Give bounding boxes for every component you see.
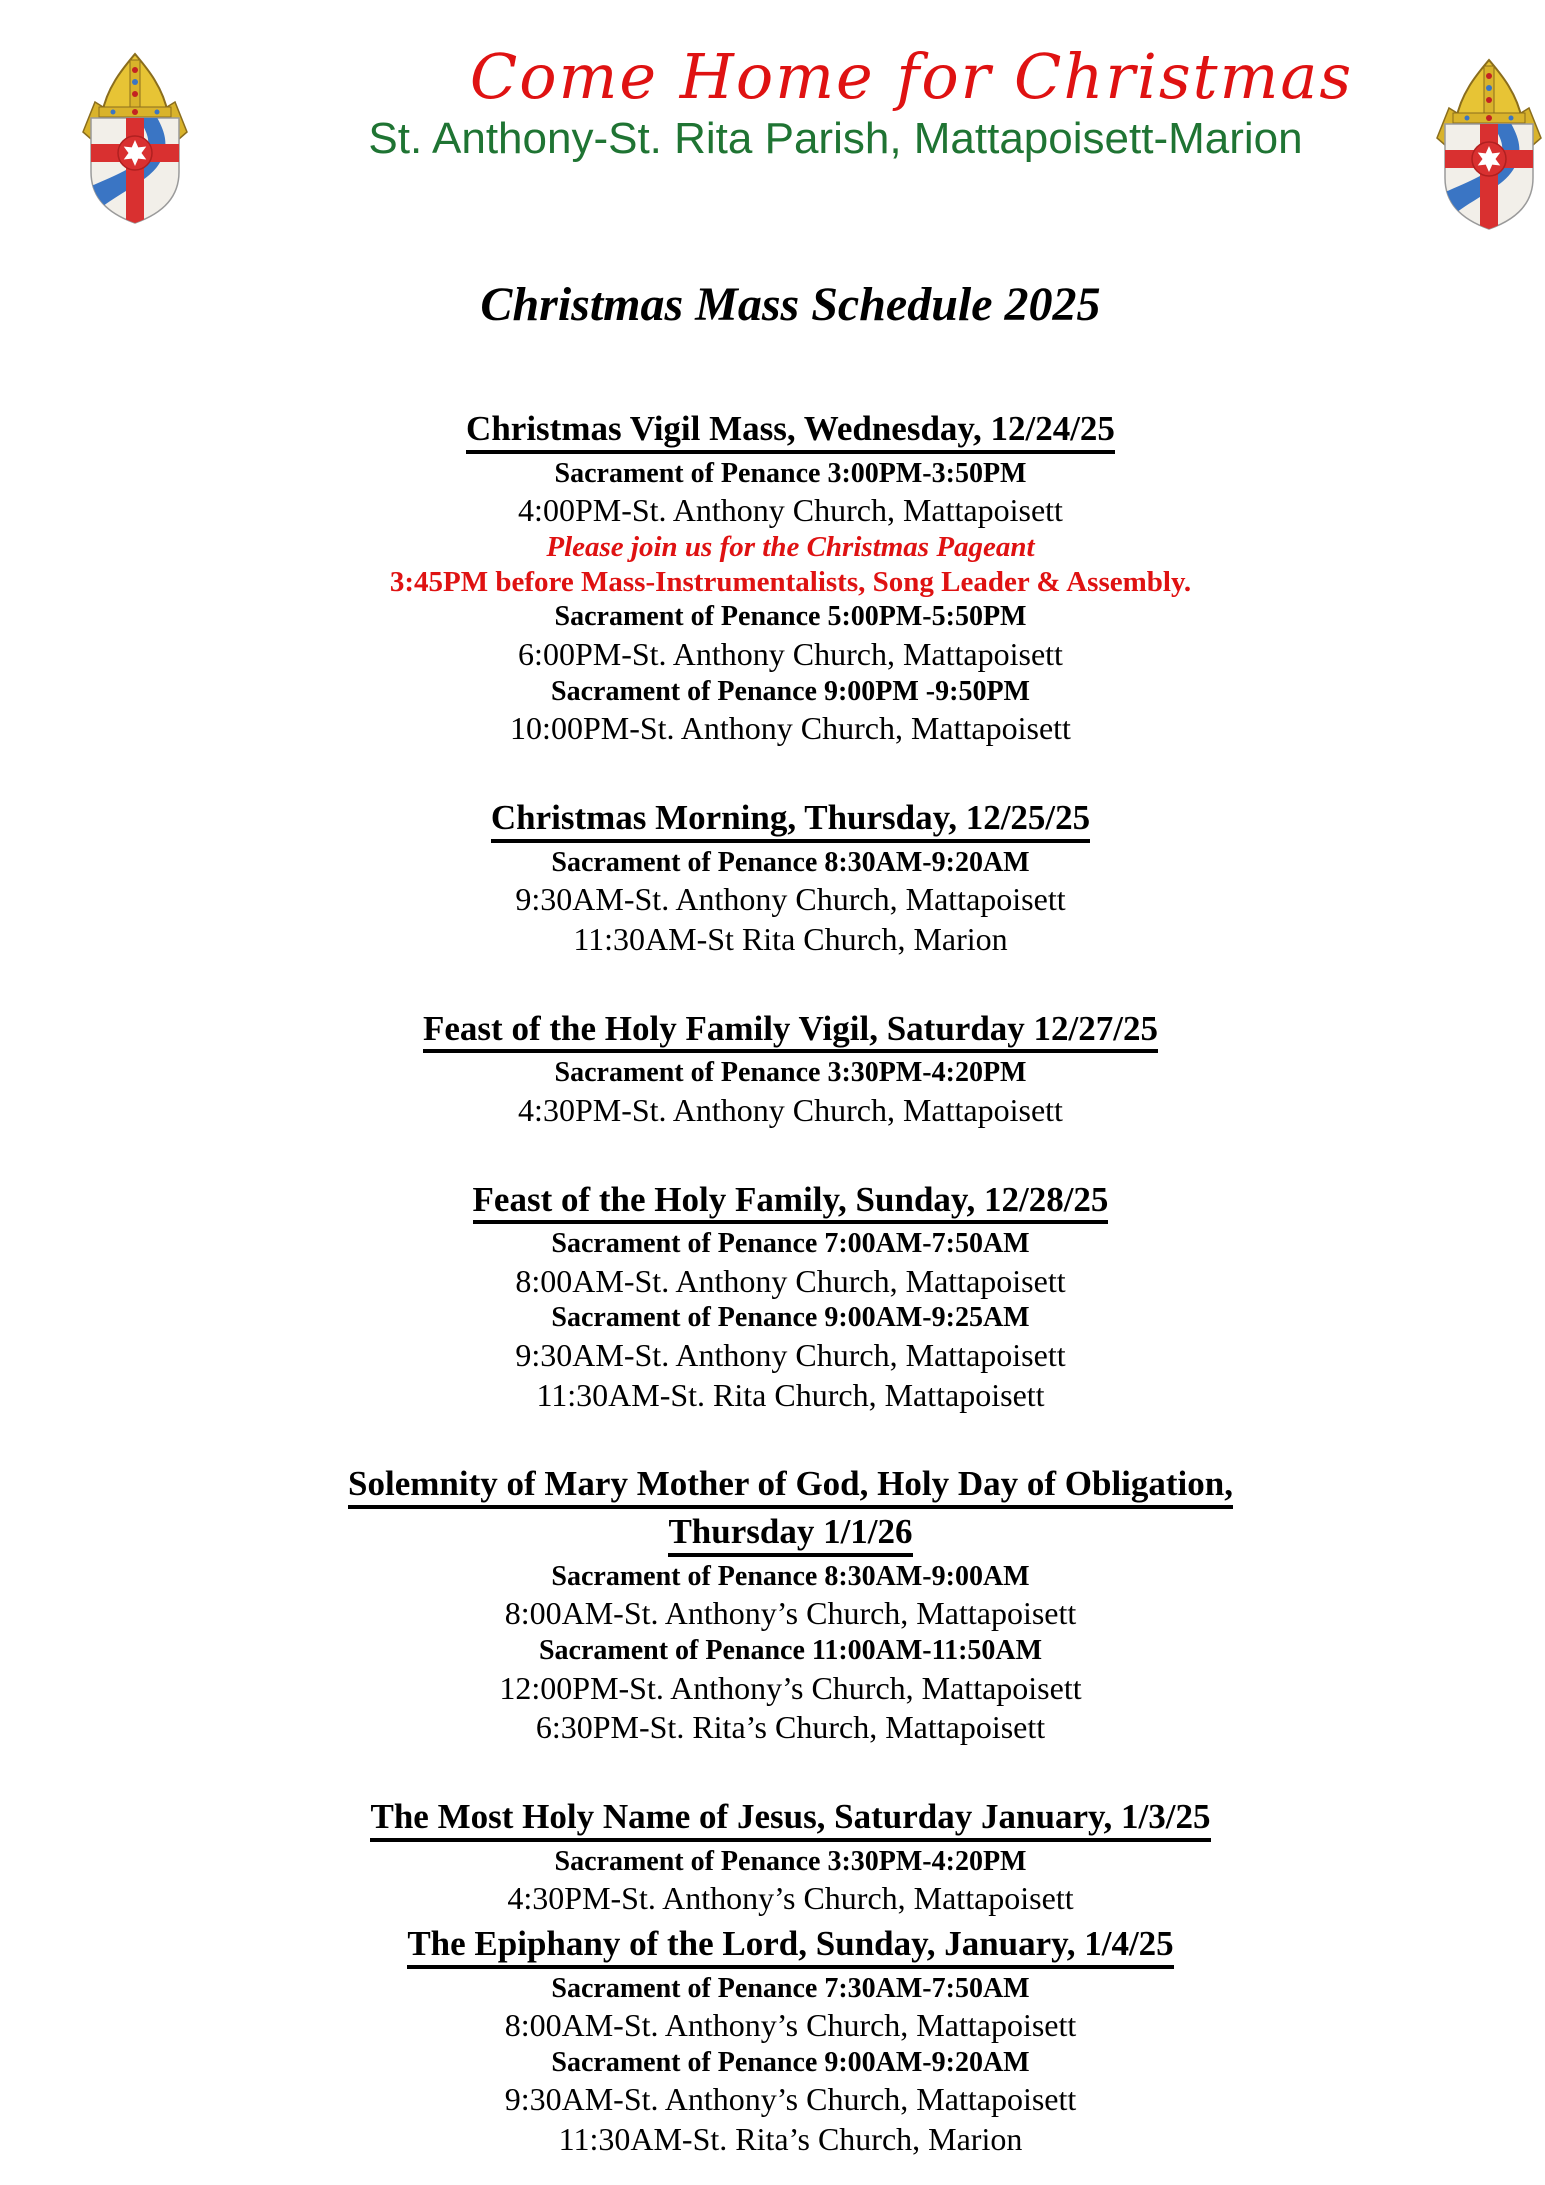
section-heading (36, 799, 1545, 843)
penance-line: Sacrament of Penance 3:00PM-3:50PM (554, 457, 1027, 489)
mass-time-line: 11:30AM-St. Rita’s Church, Marion (558, 2121, 1023, 2158)
penance-line: Sacrament of Penance 7:00AM-7:50AM (551, 1228, 1030, 1260)
masthead (0, 0, 1545, 252)
section-heading (36, 410, 1545, 454)
parish-name: St. Anthony-St. Rita Parish, Mattapoisett-Marion (368, 114, 1303, 164)
mass-time-line: 4:30PM-St. Anthony Church, Mattapoisett (518, 1091, 1063, 1128)
mass-time-line: 4:00PM-St. Anthony Church, Mattapoisett (518, 491, 1063, 528)
section-heading (36, 1465, 1545, 1509)
pageant-note-line: Please join us for the Christmas Pageant (546, 530, 1035, 563)
section-heading (36, 1798, 1545, 1842)
section-heading-text: Thursday 1/1/26 (668, 1513, 912, 1557)
page-title: Christmas Mass Schedule 2025 (480, 278, 1101, 331)
pageant-time-line: 3:45PM before Mass-Instrumentalists, Song Leader & Assembly. (389, 565, 1192, 598)
mass-time-line: 12:00PM-St. Anthony’s Church, Mattapoisett (499, 1669, 1082, 1706)
schedule-section (36, 1181, 1545, 1414)
schedule-section (36, 1925, 1545, 2158)
penance-line: Sacrament of Penance 11:00AM-11:50AM (538, 1635, 1043, 1667)
mass-time-line: 6:30PM-St. Rita’s Church, Mattapoisett (535, 1709, 1046, 1746)
section-heading (36, 1925, 1545, 1969)
section-heading-text: Feast of the Holy Family Vigil, Saturday 12/27/25 (423, 1010, 1158, 1054)
penance-line: Sacrament of Penance 8:30AM-9:00AM (551, 1561, 1030, 1592)
penance-line: Sacrament of Penance 9:00PM -9:50PM (551, 675, 1030, 707)
mass-time-line: 11:30AM-St Rita Church, Marion (573, 920, 1008, 957)
schedule-section (36, 1010, 1545, 1129)
penance-line: Sacrament of Penance 9:00AM-9:20AM (551, 2047, 1030, 2079)
section-heading-text: Christmas Vigil Mass, Wednesday, 12/24/25 (466, 410, 1115, 454)
section-heading (36, 1513, 1545, 1557)
mass-time-line: 10:00PM-St. Anthony Church, Mattapoisett (510, 710, 1071, 746)
penance-line: Sacrament of Penance 9:00AM-9:25AM (551, 1302, 1030, 1334)
mass-time-line: 8:00AM-St. Anthony’s Church, Mattapoisett (504, 2007, 1077, 2044)
schedule-document (36, 278, 1545, 2158)
mass-time-line: 4:30PM-St. Anthony’s Church, Mattapoisett (507, 1880, 1074, 1917)
section-heading-text: The Most Holy Name of Jesus, Saturday January, 1/3/25 (370, 1798, 1210, 1842)
mass-time-line: 8:00AM-St. Anthony Church, Mattapoisett (515, 1262, 1066, 1299)
diocese-crest-icon (1428, 58, 1545, 232)
mass-time-line: 9:30AM-St. Anthony’s Church, Mattapoisett (504, 2081, 1077, 2118)
section-heading-text: Feast of the Holy Family, Sunday, 12/28/25 (473, 1181, 1109, 1225)
penance-line: Sacrament of Penance 8:30AM-9:20AM (551, 846, 1030, 878)
diocese-crest-icon (74, 52, 196, 226)
banner-title: Come Home for Christmas (469, 40, 1354, 113)
section-heading-text: Christmas Morning, Thursday, 12/25/25 (491, 799, 1090, 843)
schedule-section (36, 799, 1545, 958)
penance-line: Sacrament of Penance 7:30AM-7:50AM (551, 1972, 1030, 2004)
schedule-section (36, 1798, 1545, 1917)
penance-line: Sacrament of Penance 3:30PM-4:20PM (554, 1845, 1027, 1877)
mass-time-line: 6:00PM-St. Anthony Church, Mattapoisett (518, 635, 1063, 672)
section-heading (36, 1010, 1545, 1054)
penance-line: Sacrament of Penance 5:00PM-5:50PM (554, 601, 1027, 633)
mass-time-line: 11:30AM-St. Rita Church, Mattapoisett (536, 1376, 1045, 1413)
schedule-section (36, 1465, 1545, 1746)
section-heading-text: The Epiphany of the Lord, Sunday, January, 1/4/25 (407, 1925, 1173, 1969)
section-heading (36, 1181, 1545, 1225)
mass-time-line: 9:30AM-St. Anthony Church, Mattapoisett (515, 880, 1066, 917)
mass-time-line: 9:30AM-St. Anthony Church, Mattapoisett (515, 1336, 1066, 1373)
penance-line: Sacrament of Penance 3:30PM-4:20PM (554, 1057, 1027, 1089)
mass-time-line: 8:00AM-St. Anthony’s Church, Mattapoisett (504, 1595, 1077, 1632)
section-heading-text: Solemnity of Mary Mother of God, Holy Day of Obligation, (348, 1465, 1233, 1509)
schedule-section (36, 410, 1545, 747)
schedule-sections (36, 410, 1545, 2158)
